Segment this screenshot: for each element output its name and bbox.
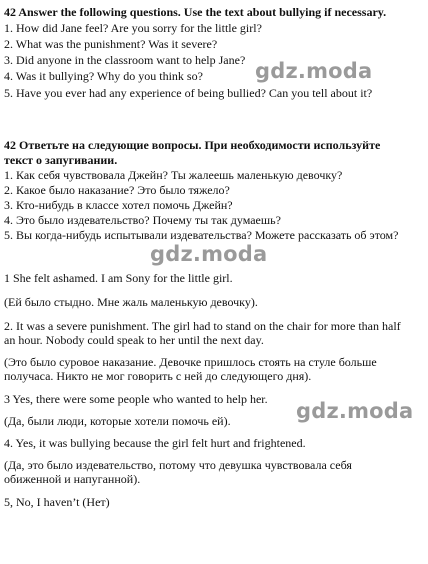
question-en-2: 2. What was the punishment? Was it severe? bbox=[4, 37, 218, 51]
question-ru-2: 2. Какое было наказание? Это было тяжело? bbox=[4, 183, 230, 197]
question-ru-3: 3. Кто-нибудь в классе хотел помочь Джейн? bbox=[4, 198, 233, 212]
question-ru-5: 5. Вы когда-нибудь испытывали издевательства? Можете рассказать об этом? bbox=[4, 228, 399, 242]
exercise-heading-en: 42 Answer the following questions. Use the text about bullying if necessary. bbox=[4, 5, 387, 19]
answer-5: 5, No, I haven’t (Нет) bbox=[4, 495, 110, 509]
answer-1-ru: (Ей было стыдно. Мне жаль маленькую девочку). bbox=[4, 295, 258, 309]
question-ru-4: 4. Это было издевательство? Почему ты так думаешь? bbox=[4, 213, 281, 227]
answer-3-en: 3 Yes, there were some people who wanted to help her. bbox=[4, 392, 268, 406]
question-en-3: 3. Did anyone in the classroom want to help Jane? bbox=[4, 53, 246, 67]
watermark: gdz.moda bbox=[296, 399, 414, 423]
exercise-heading-ru-line1: 42 Ответьте на следующие вопросы. При необходимости используйте bbox=[4, 138, 381, 152]
answer-2-ru-line1: (Это было суровое наказание. Девочке пришлось стоять на стуле больше bbox=[4, 355, 377, 369]
answer-2-en-line1: 2. It was a severe punishment. The girl had to stand on the chair for more than half bbox=[4, 319, 401, 333]
answer-1-en: 1 She felt ashamed. I am Sony for the little girl. bbox=[4, 271, 233, 285]
answer-3-ru: (Да, были люди, которые хотели помочь ей). bbox=[4, 414, 231, 428]
watermark: gdz.moda bbox=[255, 59, 373, 83]
watermark: gdz.moda bbox=[150, 242, 268, 266]
question-en-4: 4. Was it bullying? Why do you think so? bbox=[4, 69, 203, 83]
question-en-1: 1. How did Jane feel? Are you sorry for the little girl? bbox=[4, 21, 262, 35]
question-en-5: 5. Have you ever had any experience of being bullied? Can you tell about it? bbox=[4, 86, 373, 100]
answer-2-en-line2: an hour. Nobody could speak to her until the next day. bbox=[4, 333, 264, 347]
answer-4-ru-line1: (Да, это было издевательство, потому что девушка чувствовала себя bbox=[4, 458, 352, 472]
exercise-heading-ru-line2: текст о запугивании. bbox=[4, 153, 118, 167]
question-ru-1: 1. Как себя чувствовала Джейн? Ты жалеешь маленькую девочку? bbox=[4, 168, 343, 182]
answer-4-ru-line2: обиженной и напуганной). bbox=[4, 472, 141, 486]
answer-2-ru-line2: получаса. Никто не мог говорить с ней до следующего дня). bbox=[4, 369, 312, 383]
answer-4-en: 4. Yes, it was bullying because the girl felt hurt and frightened. bbox=[4, 436, 306, 450]
